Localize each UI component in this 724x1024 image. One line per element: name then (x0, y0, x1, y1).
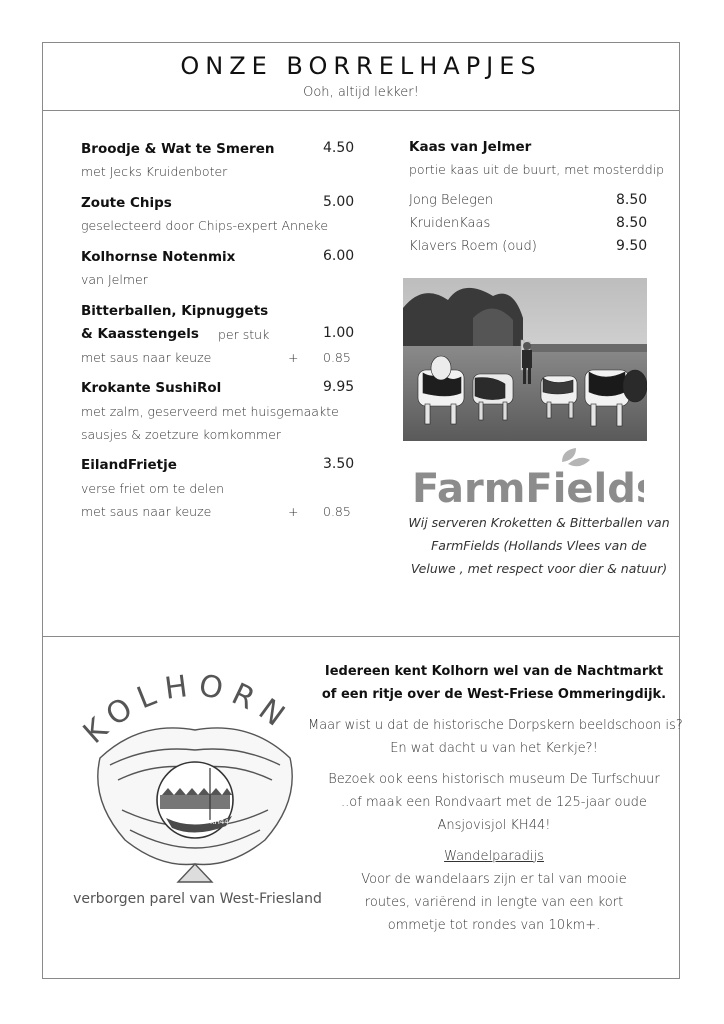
about-text-5: Ansjovisjol KH44! (437, 818, 551, 833)
item-broodje-name: Broodje & Wat te Smeren (81, 141, 275, 157)
item-frietje-extra-price: 0.85 (323, 504, 351, 519)
about-text-2: En wat dacht u van het Kerkje?! (390, 741, 598, 756)
about-text-8: ommetje tot rondes van 10km+. (387, 918, 601, 933)
header-divider (42, 110, 680, 111)
item-broodje-price: 4.50 (323, 140, 355, 156)
item-sushi-name: Krokante SushiRol (81, 380, 222, 396)
item-bitterballen-desc: met saus naar keuze (81, 350, 212, 365)
item-sushi-desc-1: met zalm, geserveerd met huisgemaakte (81, 404, 339, 419)
item-sushi-desc-2: sausjes & zoetzure komkommer (81, 427, 282, 442)
item-bitterballen-unit: per stuk (218, 327, 270, 342)
page-subtitle: Ooh, altijd lekker! (303, 85, 419, 100)
farmfields-text-1: Wij serveren Kroketten & Bitterballen van (408, 515, 670, 530)
item-chips-desc: geselecteerd door Chips-expert Anneke (81, 218, 329, 233)
cheese-title: Kaas van Jelmer (409, 139, 532, 155)
about-text-7: routes, variërend in lengte van een kort (364, 895, 624, 910)
farmfields-logo (412, 446, 644, 510)
item-chips-name: Zoute Chips (81, 195, 172, 211)
item-noten-desc: van Jelmer (81, 272, 148, 287)
kolhorn-word: KOLHORN (76, 668, 299, 751)
item-bitterballen-name-2: & Kaasstengels (81, 326, 199, 342)
farmfields-logo-text: FarmFields (412, 466, 644, 510)
about-text-3: Bezoek ook eens historisch museum De Turfschuur (328, 772, 660, 787)
cheese-item-price: 9.50 (616, 238, 648, 254)
item-bitterballen-name-1: Bitterballen, Kipnuggets (81, 303, 269, 319)
about-text-1: Maar wist u dat de historische Dorpskern beeldschoon is? (308, 718, 683, 733)
item-bitterballen-price: 1.00 (323, 325, 355, 341)
cheese-item-price: 8.50 (616, 215, 648, 231)
about-bold-2: of een ritje over de West-Friese Ommeringdijk. (321, 687, 667, 702)
cheese-item-name: Jong Belegen (409, 193, 494, 208)
houses-icon (160, 795, 230, 809)
item-broodje-desc: met Jecks Kruidenboter (81, 164, 228, 179)
leaf-icon (568, 458, 590, 467)
item-bitterballen-plus: + (288, 350, 299, 365)
item-noten-name: Kolhornse Notenmix (81, 249, 236, 265)
kolhorn-logo (60, 650, 330, 900)
item-frietje-plus: + (288, 504, 299, 519)
cheese-item-price: 8.50 (616, 192, 648, 208)
item-frietje-price: 3.50 (323, 456, 355, 472)
kolhorn-tagline: verborgen parel van West-Friesland (73, 891, 322, 907)
item-chips-price: 5.00 (323, 194, 355, 210)
page-title: ONZE BORRELHAPJES (180, 52, 542, 80)
section-divider (42, 636, 680, 637)
farmfields-text-3: Veluwe , met respect voor dier & natuur) (410, 561, 668, 576)
cheese-item-name: KruidenKaas (409, 216, 491, 231)
item-noten-price: 6.00 (323, 248, 355, 264)
about-bold-1: Iedereen kent Kolhorn wel van de Nachtmarkt (324, 664, 664, 679)
about-heading-wandelparadijs: Wandelparadijs (444, 849, 544, 864)
about-text-6: Voor de wandelaars zijn er tal van mooie (361, 872, 627, 887)
item-frietje-desc: verse friet om te delen (81, 481, 225, 496)
farmfields-text-2: FarmFields (Hollands Vlees van de (431, 538, 647, 553)
item-frietje-name: EilandFrietje (81, 457, 177, 473)
item-frietje-desc-2: met saus naar keuze (81, 504, 212, 519)
cheese-desc: portie kaas uit de buurt, met mosterddip (409, 162, 665, 177)
about-text-4: ..of maak een Rondvaart met de 125-jaar oude (341, 795, 647, 810)
leaf-icon (562, 448, 576, 462)
cheese-item-name: Klavers Roem (oud) (409, 239, 537, 254)
item-sushi-price: 9.95 (323, 379, 355, 395)
cows-photo (403, 278, 647, 441)
boat-label: KH44 (210, 818, 229, 826)
item-bitterballen-extra-price: 0.85 (323, 350, 351, 365)
